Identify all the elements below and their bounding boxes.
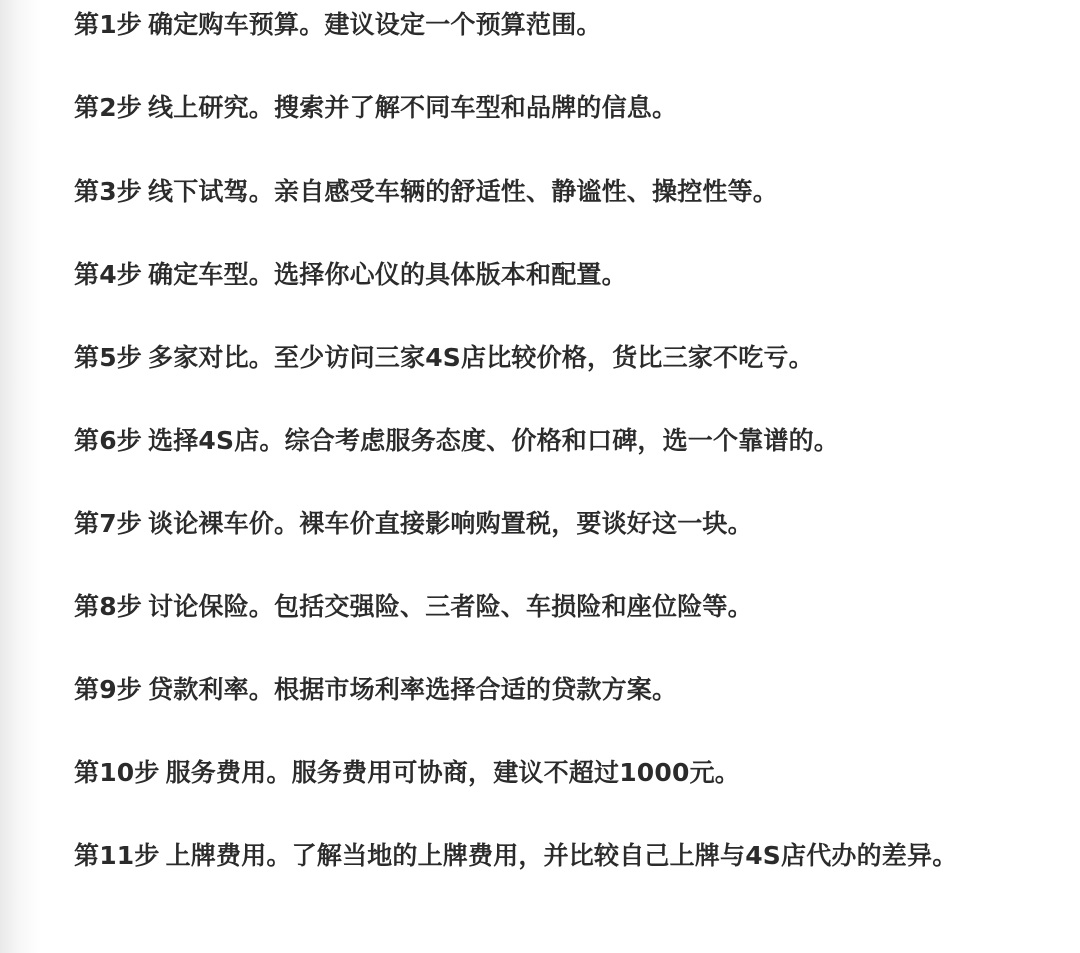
step-label: 第7步 xyxy=(74,509,142,538)
step-text: 确定购车预算。建议设定一个预算范围。 xyxy=(148,10,602,39)
step-text: 服务费用。服务费用可协商，建议不超过1000元。 xyxy=(165,758,740,787)
step-label: 第10步 xyxy=(74,758,160,787)
step-label: 第11步 xyxy=(74,841,160,870)
step-item xyxy=(74,337,1036,379)
step-text: 谈论裸车价。裸车价直接影响购置税，要谈好这一块。 xyxy=(148,509,753,538)
step-text: 线上研究。搜索并了解不同车型和品牌的信息。 xyxy=(148,93,678,122)
step-label: 第4步 xyxy=(74,260,142,289)
step-text: 选择4S店。综合考虑服务态度、价格和口碑，选一个靠谱的。 xyxy=(148,426,840,455)
step-item xyxy=(74,420,1036,462)
step-label: 第9步 xyxy=(74,675,142,704)
step-label: 第8步 xyxy=(74,592,142,621)
step-label: 第1步 xyxy=(74,10,142,39)
step-text: 上牌费用。了解当地的上牌费用，并比较自己上牌与4S店代办的差异。 xyxy=(165,841,958,870)
step-item xyxy=(74,835,1036,877)
step-item xyxy=(74,503,1036,545)
step-text: 确定车型。选择你心仪的具体版本和配置。 xyxy=(148,260,627,289)
step-label: 第6步 xyxy=(74,426,142,455)
step-item xyxy=(74,171,1036,213)
step-label: 第2步 xyxy=(74,93,142,122)
step-text: 讨论保险。包括交强险、三者险、车损险和座位险等。 xyxy=(148,592,753,621)
step-item xyxy=(74,254,1036,296)
step-text: 贷款利率。根据市场利率选择合适的贷款方案。 xyxy=(148,675,678,704)
step-item xyxy=(74,752,1036,794)
step-label: 第5步 xyxy=(74,343,142,372)
step-text: 多家对比。至少访问三家4S店比较价格，货比三家不吃亏。 xyxy=(148,343,814,372)
step-item xyxy=(74,669,1036,711)
step-item xyxy=(74,87,1036,129)
step-text: 线下试驾。亲自感受车辆的舒适性、静谧性、操控性等。 xyxy=(148,177,779,206)
step-item xyxy=(74,586,1036,628)
step-label: 第3步 xyxy=(74,177,142,206)
step-item xyxy=(74,4,1036,46)
